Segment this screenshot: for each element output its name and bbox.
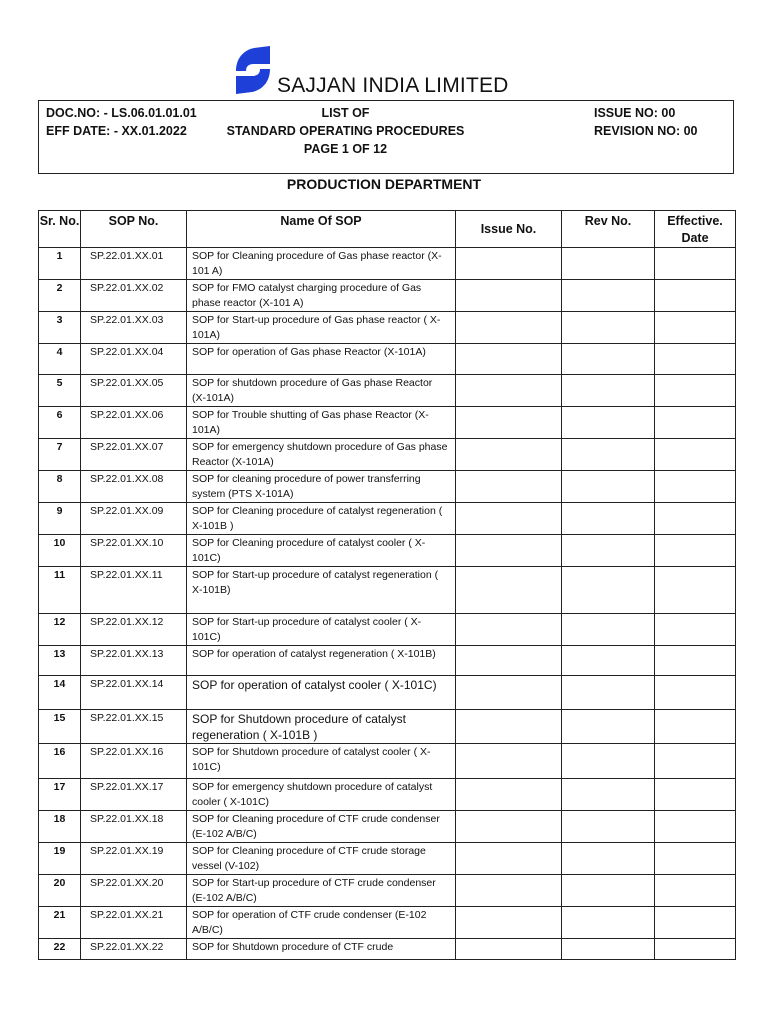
row-sr-number: 11: [39, 567, 81, 614]
row-sop-name: SOP for FMO catalyst charging procedure of Gas phase reactor (X-101 A): [187, 280, 456, 312]
row-sr-number: 9: [39, 503, 81, 535]
row-sop-name: SOP for shutdown procedure of Gas phase Reactor (X-101A): [187, 375, 456, 407]
row-effective-date: [655, 280, 736, 312]
row-issue-no: [456, 407, 562, 439]
row-sop-number: SP.22.01.XX.07: [81, 439, 187, 471]
row-sr-number: 19: [39, 843, 81, 875]
row-issue-no: [456, 439, 562, 471]
row-rev-no: [562, 744, 655, 779]
row-effective-date: [655, 843, 736, 875]
table-row: [39, 710, 736, 744]
row-effective-date: [655, 811, 736, 843]
row-rev-no: [562, 375, 655, 407]
col-header-issue: Issue No.: [456, 211, 562, 248]
row-rev-no: [562, 280, 655, 312]
row-sop-name: SOP for Trouble shutting of Gas phase Reactor (X-101A): [187, 407, 456, 439]
row-rev-no: [562, 779, 655, 811]
row-sop-name: SOP for Start-up procedure of catalyst regeneration ( X-101B): [187, 567, 456, 614]
table-row: [39, 312, 736, 344]
row-sop-number: SP.22.01.XX.01: [81, 248, 187, 280]
row-sop-number: SP.22.01.XX.13: [81, 646, 187, 676]
row-sop-number: SP.22.01.XX.15: [81, 710, 187, 744]
table-row: [39, 811, 736, 843]
issue-number: ISSUE NO: 00: [594, 106, 676, 120]
row-sop-name: SOP for Start-up procedure of CTF crude condenser (E-102 A/B/C): [187, 875, 456, 907]
row-sr-number: 13: [39, 646, 81, 676]
row-rev-no: [562, 503, 655, 535]
table-row: [39, 344, 736, 375]
row-rev-no: [562, 471, 655, 503]
row-sr-number: 10: [39, 535, 81, 567]
table-row: [39, 439, 736, 471]
row-sop-name: SOP for Cleaning procedure of Gas phase reactor (X-101 A): [187, 248, 456, 280]
table-row: [39, 939, 736, 960]
table-row: [39, 744, 736, 779]
row-effective-date: [655, 375, 736, 407]
row-sop-number: SP.22.01.XX.10: [81, 535, 187, 567]
row-issue-no: [456, 375, 562, 407]
table-row: [39, 646, 736, 676]
row-issue-no: [456, 939, 562, 960]
row-sop-name: SOP for cleaning procedure of power transferring system (PTS X-101A): [187, 471, 456, 503]
row-effective-date: [655, 567, 736, 614]
row-sop-number: SP.22.01.XX.06: [81, 407, 187, 439]
row-sop-number: SP.22.01.XX.11: [81, 567, 187, 614]
row-issue-no: [456, 567, 562, 614]
table-row: [39, 614, 736, 646]
row-issue-no: [456, 907, 562, 939]
row-effective-date: [655, 710, 736, 744]
row-sop-number: SP.22.01.XX.21: [81, 907, 187, 939]
row-sop-number: SP.22.01.XX.03: [81, 312, 187, 344]
row-sop-number: SP.22.01.XX.14: [81, 676, 187, 710]
row-effective-date: [655, 744, 736, 779]
row-rev-no: [562, 312, 655, 344]
row-sop-number: SP.22.01.XX.18: [81, 811, 187, 843]
table-row: [39, 907, 736, 939]
row-effective-date: [655, 535, 736, 567]
row-issue-no: [456, 312, 562, 344]
row-sop-number: SP.22.01.XX.05: [81, 375, 187, 407]
table-row: [39, 676, 736, 710]
row-issue-no: [456, 344, 562, 375]
table-row: [39, 375, 736, 407]
row-sop-number: SP.22.01.XX.08: [81, 471, 187, 503]
row-sop-number: SP.22.01.XX.04: [81, 344, 187, 375]
row-rev-no: [562, 248, 655, 280]
row-sop-name: SOP for Cleaning procedure of CTF crude condenser (E-102 A/B/C): [187, 811, 456, 843]
department-title: PRODUCTION DEPARTMENT: [286, 176, 482, 192]
row-rev-no: [562, 567, 655, 614]
row-sop-number: SP.22.01.XX.12: [81, 614, 187, 646]
row-effective-date: [655, 439, 736, 471]
row-issue-no: [456, 646, 562, 676]
row-issue-no: [456, 875, 562, 907]
row-sop-number: SP.22.01.XX.16: [81, 744, 187, 779]
row-effective-date: [655, 646, 736, 676]
row-rev-no: [562, 843, 655, 875]
row-effective-date: [655, 939, 736, 960]
row-sop-name: SOP for emergency shutdown procedure of Gas phase Reactor (X-101A): [187, 439, 456, 471]
row-sr-number: 16: [39, 744, 81, 779]
row-issue-no: [456, 811, 562, 843]
row-sop-number: SP.22.01.XX.20: [81, 875, 187, 907]
row-issue-no: [456, 471, 562, 503]
doc-number: DOC.NO: - LS.06.01.01.01: [46, 106, 197, 120]
row-issue-no: [456, 843, 562, 875]
row-effective-date: [655, 471, 736, 503]
row-sr-number: 3: [39, 312, 81, 344]
row-rev-no: [562, 811, 655, 843]
sop-table: [38, 210, 736, 960]
row-sr-number: 22: [39, 939, 81, 960]
revision-number: REVISION NO: 00: [594, 124, 698, 138]
row-sop-name: SOP for Shutdown procedure of catalyst cooler ( X-101C): [187, 744, 456, 779]
row-sop-name: SOP for operation of catalyst cooler ( X-101C): [187, 676, 456, 710]
table-header-row: [39, 211, 736, 248]
doc-title-line2: STANDARD OPERATING PROCEDURES: [226, 124, 465, 138]
col-header-name: Name Of SOP: [187, 211, 456, 248]
row-sop-number: SP.22.01.XX.02: [81, 280, 187, 312]
effective-date: EFF DATE: - XX.01.2022: [46, 124, 187, 138]
company-name: SAJJAN INDIA LIMITED: [277, 74, 509, 97]
row-rev-no: [562, 614, 655, 646]
row-issue-no: [456, 779, 562, 811]
row-sop-name: SOP for operation of catalyst regeneration ( X-101B): [187, 646, 456, 676]
row-sop-name: SOP for emergency shutdown procedure of catalyst cooler ( X-101C): [187, 779, 456, 811]
row-effective-date: [655, 676, 736, 710]
row-sop-name: SOP for Cleaning procedure of catalyst regeneration ( X-101B ): [187, 503, 456, 535]
row-issue-no: [456, 676, 562, 710]
row-rev-no: [562, 407, 655, 439]
row-sr-number: 14: [39, 676, 81, 710]
row-sop-number: SP.22.01.XX.22: [81, 939, 187, 960]
row-sop-name: SOP for Shutdown procedure of catalyst regeneration ( X-101B ): [187, 710, 456, 744]
table-row: [39, 567, 736, 614]
table-row: [39, 471, 736, 503]
row-sr-number: 12: [39, 614, 81, 646]
row-sr-number: 15: [39, 710, 81, 744]
row-sr-number: 1: [39, 248, 81, 280]
row-sop-name: SOP for Start-up procedure of catalyst cooler ( X-101C): [187, 614, 456, 646]
row-rev-no: [562, 875, 655, 907]
row-rev-no: [562, 439, 655, 471]
row-rev-no: [562, 344, 655, 375]
row-issue-no: [456, 248, 562, 280]
row-effective-date: [655, 344, 736, 375]
row-sr-number: 4: [39, 344, 81, 375]
table-row: [39, 535, 736, 567]
row-sop-name: SOP for Cleaning procedure of catalyst cooler ( X-101C): [187, 535, 456, 567]
row-sop-number: SP.22.01.XX.17: [81, 779, 187, 811]
table-row: [39, 248, 736, 280]
doc-title-line1: LIST OF: [321, 106, 370, 120]
row-sop-name: SOP for Cleaning procedure of CTF crude storage vessel (V-102): [187, 843, 456, 875]
row-rev-no: [562, 939, 655, 960]
row-issue-no: [456, 535, 562, 567]
sajjan-logo-icon: [236, 46, 270, 94]
row-rev-no: [562, 676, 655, 710]
row-rev-no: [562, 535, 655, 567]
col-header-date: Effective. Date: [655, 211, 736, 248]
row-sop-name: SOP for operation of Gas phase Reactor (X-101A): [187, 344, 456, 375]
col-header-rev: Rev No.: [562, 211, 655, 248]
table-row: [39, 875, 736, 907]
row-sr-number: 18: [39, 811, 81, 843]
row-rev-no: [562, 907, 655, 939]
row-issue-no: [456, 503, 562, 535]
col-header-sr: Sr. No.: [39, 211, 81, 248]
row-sop-name: SOP for operation of CTF crude condenser (E-102 A/B/C): [187, 907, 456, 939]
table-row: [39, 407, 736, 439]
row-sr-number: 7: [39, 439, 81, 471]
row-sop-number: SP.22.01.XX.09: [81, 503, 187, 535]
row-effective-date: [655, 312, 736, 344]
table-row: [39, 843, 736, 875]
row-effective-date: [655, 875, 736, 907]
row-issue-no: [456, 280, 562, 312]
row-rev-no: [562, 646, 655, 676]
table-row: [39, 503, 736, 535]
row-effective-date: [655, 614, 736, 646]
row-sr-number: 5: [39, 375, 81, 407]
row-rev-no: [562, 710, 655, 744]
row-sr-number: 8: [39, 471, 81, 503]
row-sr-number: 2: [39, 280, 81, 312]
row-effective-date: [655, 248, 736, 280]
row-issue-no: [456, 614, 562, 646]
row-sr-number: 6: [39, 407, 81, 439]
row-effective-date: [655, 907, 736, 939]
row-issue-no: [456, 744, 562, 779]
row-sop-name: SOP for Start-up procedure of Gas phase reactor ( X-101A): [187, 312, 456, 344]
row-issue-no: [456, 710, 562, 744]
document-header-box: [38, 100, 734, 174]
page-indicator: PAGE 1 OF 12: [303, 142, 388, 156]
row-sr-number: 17: [39, 779, 81, 811]
row-effective-date: [655, 407, 736, 439]
row-sop-number: SP.22.01.XX.19: [81, 843, 187, 875]
row-sr-number: 20: [39, 875, 81, 907]
row-effective-date: [655, 779, 736, 811]
table-row: [39, 779, 736, 811]
col-header-sop-no: SOP No.: [81, 211, 187, 248]
row-effective-date: [655, 503, 736, 535]
row-sr-number: 21: [39, 907, 81, 939]
row-sop-name: SOP for Shutdown procedure of CTF crude: [187, 939, 456, 960]
table-row: [39, 280, 736, 312]
